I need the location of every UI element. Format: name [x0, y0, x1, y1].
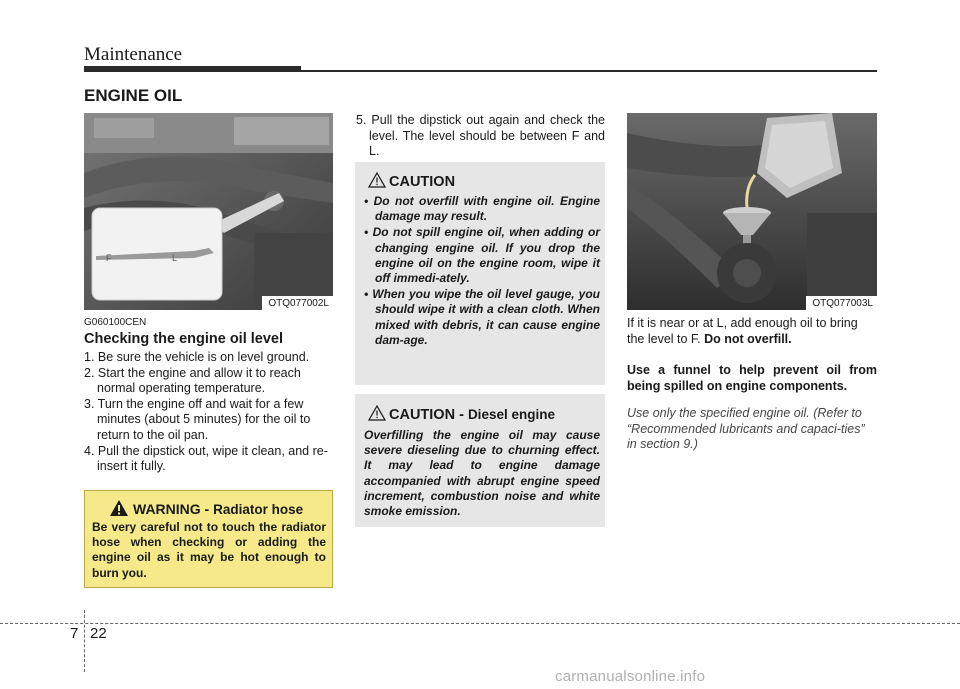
refill-instruction: [627, 316, 877, 347]
header-title: Maintenance: [84, 44, 183, 65]
warning-title: [133, 501, 303, 517]
caution-diesel-box: [355, 394, 605, 527]
subheading: Checking the engine oil level: [84, 331, 284, 347]
specified-oil-note: Use only the specified engine oil. (Refer to “Recommended lubricants and capaci-ties” in section 9.): [627, 406, 865, 452]
caution-diesel-label: CAUTION -: [389, 407, 468, 423]
oil-funnel-photo: [627, 113, 877, 310]
caution-item: • Do not spill engine oil, when adding or changing engine oil. If you drop the engine oil on the engine room, wipe it off immedi-ately.: [364, 225, 600, 286]
step-item: 3. Turn the engine off and wait for a few minutes (about 5 minutes) for the oil to return to the oil pan.: [84, 396, 311, 442]
section-title: ENGINE OIL: [84, 86, 183, 105]
step-5: 5. Pull the dipstick out again and check the level. The level should be between F and L.: [356, 113, 605, 159]
caution-diesel-subtitle: Diesel engine: [467, 407, 555, 422]
warning-text: Be very careful not to touch the radiator hose when checking or adding the engine oil as it may be hot enough to burn you.: [92, 520, 326, 580]
caution-box: [355, 162, 605, 385]
footer-rule: [0, 623, 960, 624]
caution-item: • Do not overfill with engine oil. Engine damage may result.: [364, 194, 600, 224]
step-item: 1. Be sure the vehicle is on level ground.: [84, 350, 310, 364]
dipstick-f-mark: F: [106, 253, 112, 263]
warning-box: [84, 490, 333, 588]
warning-triangle-icon: [109, 499, 129, 517]
photo-caption-left: OTQ077002L: [262, 296, 333, 310]
caution-diesel-text: Overfilling the engine oil may cause severe dieseling due to churning effect. It may lead to engine damage accompanied with abrupt engine speed increment, combustion noise and white smoke emission.: [364, 428, 600, 519]
caution-triangle-icon: [368, 405, 386, 421]
steps-list: [84, 350, 334, 475]
photo-caption-right: OTQ077003L: [806, 296, 877, 310]
overfill-warning: Do not overfill.: [704, 331, 792, 346]
caution-diesel-title: [389, 407, 555, 423]
page-number: 22: [90, 625, 107, 642]
warning-subtitle: Radiator hose: [213, 502, 304, 517]
engine-dipstick-photo: [84, 113, 333, 310]
footer-divider: [84, 610, 85, 672]
dipstick-l-mark: L: [172, 253, 178, 263]
header-bar: [84, 66, 301, 72]
caution-triangle-icon: [368, 172, 386, 188]
caution-item: • When you wipe the oil level gauge, you should wipe it with a clean cloth. When mixed with debris, it can cause engine dam-age.: [364, 287, 600, 347]
funnel-note: Use a funnel to help prevent oil from being spilled on engine components.: [627, 363, 877, 393]
reference-code: G060100CEN: [84, 317, 147, 328]
chapter-number: 7: [70, 625, 79, 642]
watermark: carmanualsonline.info: [555, 668, 706, 685]
step-item: 2. Start the engine and allow it to reach normal operating temperature.: [84, 365, 301, 396]
caution-title: CAUTION: [389, 174, 456, 190]
refill-text: If it is near or at L, add enough oil to bring the level to F.: [627, 316, 858, 346]
oil-funnel-illustration: [627, 113, 877, 310]
step-item: 4. Pull the dipstick out, wipe it clean, and re-insert it fully.: [84, 443, 328, 474]
warning-label: WARNING -: [133, 501, 214, 517]
engine-dipstick-illustration: [84, 113, 333, 310]
header-rule: [301, 70, 877, 72]
caution-list: [364, 194, 600, 349]
